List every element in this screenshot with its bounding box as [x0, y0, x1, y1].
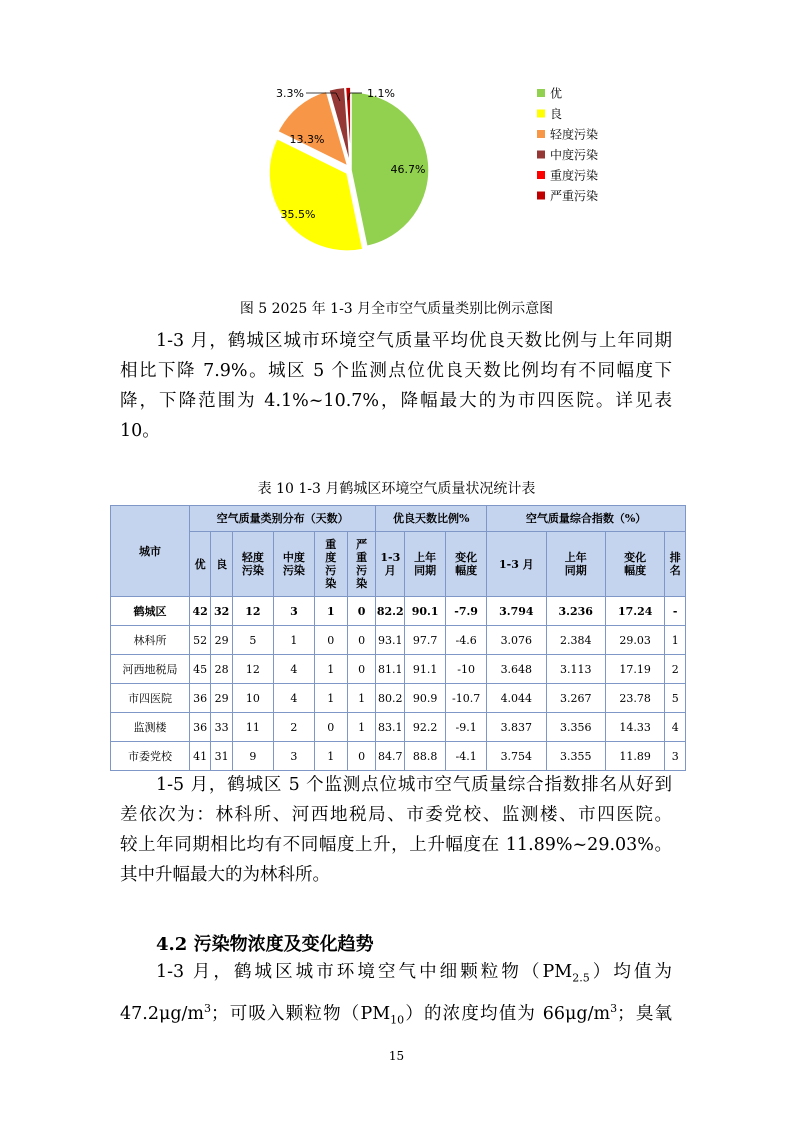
table-cell: 3.648	[487, 655, 546, 684]
header-distribution: 空气质量类别分布（天数）	[189, 506, 376, 532]
text-line: 1-3 月，鹤城区城市环境空气质量平均优良天数比例与上年同期	[156, 331, 672, 351]
header-ratio-col: 变化 幅度	[446, 532, 487, 597]
table-cell: 0	[347, 742, 376, 771]
table-cell: 0	[347, 597, 376, 626]
table-cell: 1	[665, 626, 686, 655]
table-cell: 5	[232, 626, 273, 655]
table-cell: 12	[232, 655, 273, 684]
table-cell: -9.1	[446, 713, 487, 742]
text-line: 降，下降范围为 4.1%~10.7%，降幅最大的为市四医院。详见表	[120, 391, 672, 411]
table-cell: 52	[189, 626, 211, 655]
header-index: 空气质量综合指数（%）	[487, 506, 686, 532]
table-cell: 5	[665, 684, 686, 713]
text-part: ；可吸入颗粒物（PM	[211, 1003, 391, 1024]
table-cell-city: 河西地税局	[111, 655, 190, 684]
table-cell-city: 市委党校	[111, 742, 190, 771]
table-cell: 36	[189, 713, 211, 742]
header-ratio-col: 上年 同期	[405, 532, 446, 597]
table-cell: 0	[314, 626, 347, 655]
legend-label: 重度污染	[550, 168, 599, 183]
table-cell: 1	[347, 684, 376, 713]
legend-swatch	[537, 151, 545, 159]
legend-swatch	[537, 110, 545, 118]
table-row	[111, 597, 686, 626]
table-cell: 97.7	[405, 626, 446, 655]
table-cell: 1	[314, 684, 347, 713]
table-cell: 36	[189, 684, 211, 713]
header-index-col: 排 名	[665, 532, 686, 597]
header-distribution-col: 轻度 污染	[232, 532, 273, 597]
table-cell: 28	[211, 655, 233, 684]
table-cell: 4	[273, 655, 314, 684]
table-cell: 3	[273, 742, 314, 771]
table-cell: -7.9	[446, 597, 487, 626]
table-cell: 2	[273, 713, 314, 742]
text-line	[120, 994, 672, 1035]
subscript: 10	[390, 1012, 405, 1026]
table-cell: 1	[273, 626, 314, 655]
table-cell-city: 林科所	[111, 626, 190, 655]
table-cell: 92.2	[405, 713, 446, 742]
table-cell: 33	[211, 713, 233, 742]
header-ratio: 优良天数比例%	[376, 506, 487, 532]
table-cell: 83.1	[376, 713, 405, 742]
table-cell: 12	[232, 597, 273, 626]
table-row	[111, 742, 686, 771]
pie-data-label: 1.1%	[367, 87, 395, 100]
header-index-col: 上年 同期	[546, 532, 605, 597]
legend-label: 中度污染	[550, 148, 599, 162]
text-line: 其中升幅最大的为林科所。	[120, 865, 330, 885]
table-cell: 3	[665, 742, 686, 771]
legend-label: 轻度污染	[550, 127, 599, 142]
table-cell: -4.1	[446, 742, 487, 771]
section-heading: 4.2 污染物浓度及变化趋势	[156, 934, 374, 955]
superscript: 3	[610, 1001, 618, 1015]
paragraph-ranking	[120, 770, 672, 890]
table-cell: 82.2	[376, 597, 405, 626]
header-index-col: 1-3 月	[487, 532, 546, 597]
table-cell-city: 鹤城区	[111, 597, 190, 626]
table-cell: -4.6	[446, 626, 487, 655]
pie-data-label: 13.3%	[289, 133, 325, 146]
table-cell: 42	[189, 597, 211, 626]
table-cell: 93.1	[376, 626, 405, 655]
table-cell: 17.24	[605, 597, 664, 626]
page-number: 15	[388, 1049, 405, 1063]
table-cell: 91.1	[405, 655, 446, 684]
legend-label: 严重污染	[550, 189, 599, 203]
table-cell: 81.1	[376, 655, 405, 684]
table-cell: 10	[232, 684, 273, 713]
table-caption: 表 10 1-3 月鹤城区环境空气质量状况统计表	[257, 481, 536, 497]
table-cell: 17.19	[605, 655, 664, 684]
table-cell: 41	[189, 742, 211, 771]
text-part: ；臭氧	[617, 1003, 672, 1024]
air-quality-stats-table	[110, 505, 686, 771]
table-cell: 3.113	[546, 655, 605, 684]
table-cell: 4.044	[487, 684, 546, 713]
table-cell: 84.7	[376, 742, 405, 771]
table-cell: 4	[273, 684, 314, 713]
table-cell: 3.794	[487, 597, 546, 626]
header-index-col: 变化 幅度	[605, 532, 664, 597]
text-line: 1-5 月，鹤城区 5 个监测点位城市空气质量综合指数排名从好到	[156, 775, 672, 795]
pie-data-label: 35.5%	[280, 208, 316, 221]
table-cell: 45	[189, 655, 211, 684]
table-row	[111, 626, 686, 655]
table-cell: 1	[314, 655, 347, 684]
table-cell: 80.2	[376, 684, 405, 713]
text-line: 相比下降 7.9%。城区 5 个监测点位优良天数比例均有不同幅度下	[120, 361, 672, 381]
header-distribution-col: 优	[189, 532, 211, 597]
table-cell: 90.1	[405, 597, 446, 626]
table-cell: 31	[211, 742, 233, 771]
table-cell: -10.7	[446, 684, 487, 713]
table-cell: 9	[232, 742, 273, 771]
table-cell: -	[665, 597, 686, 626]
legend-label: 良	[550, 107, 563, 121]
header-distribution-col: 重 度 污 染	[314, 532, 347, 597]
table-cell: 3.076	[487, 626, 546, 655]
text-line: 10。	[120, 421, 160, 441]
paragraph-pollutants	[120, 957, 672, 1035]
table-cell: -10	[446, 655, 487, 684]
text-part: 1-3 月，鹤城区城市环境空气中细颗粒物（PM	[156, 962, 573, 982]
legend-label: 优	[550, 86, 563, 101]
paragraph-aq-summary	[120, 326, 672, 446]
header-distribution-col: 良	[211, 532, 233, 597]
text-line: 较上年同期相比均有不同幅度上升，上升幅度在 11.89%~29.03%。	[120, 835, 672, 855]
table-cell: 1	[314, 742, 347, 771]
table-cell: 0	[314, 713, 347, 742]
air-quality-pie-chart	[250, 80, 690, 270]
table-cell: 14.33	[605, 713, 664, 742]
text-line	[120, 957, 672, 994]
table-cell: 29	[211, 684, 233, 713]
header-city: 城市	[111, 506, 190, 597]
table-cell: 3	[273, 597, 314, 626]
pie-data-label: 3.3%	[276, 87, 304, 100]
table-cell: 2.384	[546, 626, 605, 655]
legend-swatch	[537, 89, 545, 97]
table-cell: 11	[232, 713, 273, 742]
table-cell: 3.267	[546, 684, 605, 713]
table-cell: 29.03	[605, 626, 664, 655]
table-cell: 0	[347, 655, 376, 684]
table-cell: 1	[314, 597, 347, 626]
header-distribution-col: 严 重 污 染	[347, 532, 376, 597]
pie-data-label: 46.7%	[390, 163, 426, 176]
table-cell: 2	[665, 655, 686, 684]
figure-caption: 图 5 2025 年 1-3 月全市空气质量类别比例示意图	[239, 301, 554, 317]
table-cell: 3.355	[546, 742, 605, 771]
table-row	[111, 684, 686, 713]
table-row	[111, 713, 686, 742]
table-cell: 90.9	[405, 684, 446, 713]
table-cell: 32	[211, 597, 233, 626]
table-cell: 4	[665, 713, 686, 742]
header-ratio-col: 1-3 月	[376, 532, 405, 597]
text-part: ）的浓度均值为 66μg/m	[404, 1003, 611, 1024]
legend-swatch	[537, 192, 545, 200]
table-cell: 0	[347, 626, 376, 655]
superscript: 3	[204, 1001, 212, 1015]
table-cell: 11.89	[605, 742, 664, 771]
table-cell: 3.837	[487, 713, 546, 742]
table-cell: 1	[347, 713, 376, 742]
subscript: 2.5	[572, 971, 590, 985]
table-cell-city: 监测楼	[111, 713, 190, 742]
table-cell: 3.236	[546, 597, 605, 626]
text-line: 差依次为：林科所、河西地税局、市委党校、监测楼、市四医院。	[120, 805, 672, 825]
table-cell: 23.78	[605, 684, 664, 713]
text-part: 47.2μg/m	[120, 1003, 205, 1024]
legend-swatch	[537, 130, 545, 138]
text-part: ）均值为	[589, 962, 673, 982]
table-cell: 88.8	[405, 742, 446, 771]
table-cell-city: 市四医院	[111, 684, 190, 713]
table-cell: 3.754	[487, 742, 546, 771]
table-cell: 3.356	[546, 713, 605, 742]
table-cell: 29	[211, 626, 233, 655]
header-distribution-col: 中度 污染	[273, 532, 314, 597]
table-row	[111, 655, 686, 684]
legend-swatch	[537, 171, 545, 179]
